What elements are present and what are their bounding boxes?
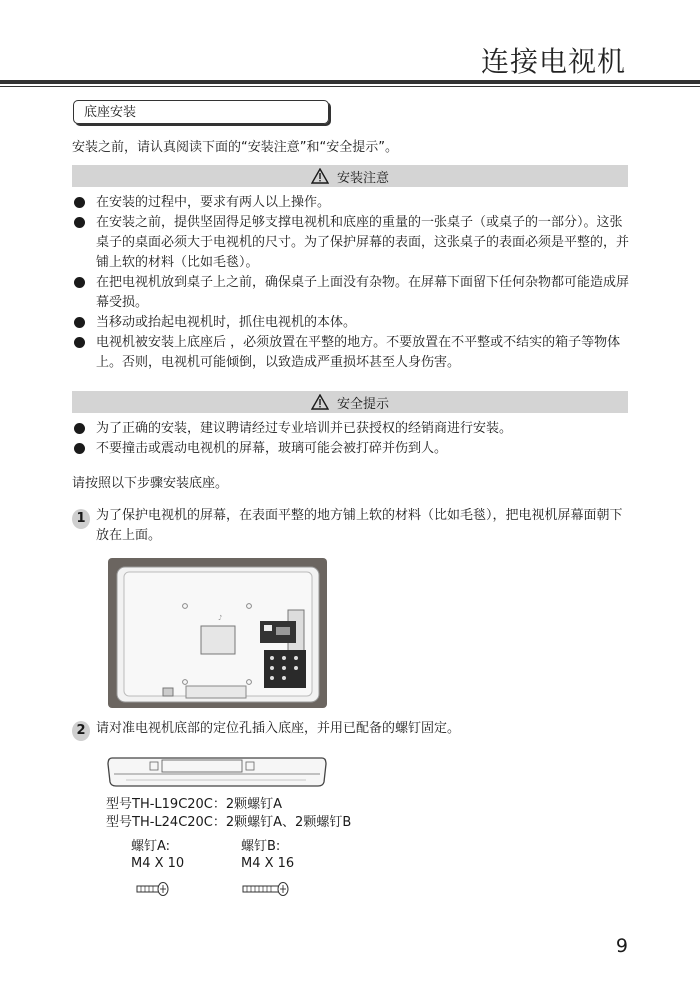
page-number: 9 xyxy=(615,935,628,957)
tv-back-photo xyxy=(108,558,327,708)
list-item: 电视机被安装上底座后 ，必须放置在平整的地方。不要放置在不平整或不结实的箱子等物体上。否则，电视机可能倾倒，以致造成严重损坏甚至人身伤害。 xyxy=(74,333,630,373)
list-item: 当移动或抬起电视机时，抓住电视机的本体。 xyxy=(74,313,630,333)
list-item: 在把电视机放到桌子上之前，确保桌子上面没有杂物。在屏幕下面留下任何杂物都可能造成屏幕受损。 xyxy=(74,273,630,313)
screw-a-label: 螺钉A: xyxy=(131,839,171,854)
step-number-2: 2 xyxy=(72,721,90,741)
warning-icon xyxy=(311,168,329,184)
model-spec-2: 型号TH-L24C20C：2颗螺钉A、2颗螺钉B xyxy=(106,815,352,830)
intro-text: 安装之前，请认真阅读下面的“安装注意”和“安全提示”。 xyxy=(72,140,398,155)
header-rule-thin xyxy=(0,86,700,87)
section-title-box: 底座安装 xyxy=(73,100,329,124)
header-rule-thick xyxy=(0,80,700,84)
steps-intro: 请按照以下步骤安装底座。 xyxy=(72,476,229,491)
list-item: 在安装的过程中，要求有两人以上操作。 xyxy=(74,193,630,213)
screw-a-icon xyxy=(135,881,171,897)
screw-b-size: M4 X 16 xyxy=(241,856,295,871)
screw-b-icon xyxy=(241,881,291,897)
screw-b-label: 螺钉B: xyxy=(241,839,281,854)
safety-list xyxy=(74,419,630,459)
list-item: 在安装之前，提供坚固得足够支撑电视机和底座的重量的一张桌子（或桌子的一部分）。这张桌子的桌面必须大于电视机的尺寸。为了保护屏幕的表面，这张桌子的表面必须是平整的，并铺上软的材料（比如毛毯）。 xyxy=(74,213,630,273)
warning-icon xyxy=(311,394,329,410)
list-item: 为了正确的安装，建议聘请经过专业培训并已获授权的经销商进行安装。 xyxy=(74,419,630,439)
step-2-text: 请对准电视机底部的定位孔插入底座，并用已配备的螺钉固定。 xyxy=(96,721,461,736)
model-spec-1: 型号TH-L19C20C：2颗螺钉A xyxy=(106,797,283,812)
caution-list xyxy=(74,193,630,373)
safety-title: 安全提示 xyxy=(336,396,389,412)
step-1-text: 为了保护电视机的屏幕，在表面平整的地方铺上软的材料（比如毛毯），把电视机屏幕面朝下放在上面。 xyxy=(96,508,623,543)
tv-back-illustration xyxy=(108,558,327,708)
screw-a-size: M4 X 10 xyxy=(131,856,185,871)
caution-banner xyxy=(72,165,628,187)
svg-text:♪: ♪ xyxy=(218,614,223,622)
tv-bottom-illustration xyxy=(106,752,328,792)
list-item: 不要撞击或震动电视机的屏幕，玻璃可能会被打碎并伤到人。 xyxy=(74,439,630,459)
caution-title: 安装注意 xyxy=(336,170,389,186)
step-number-1: 1 xyxy=(72,509,90,529)
page-title: 连接电视机 xyxy=(480,45,626,78)
safety-banner xyxy=(72,391,628,413)
